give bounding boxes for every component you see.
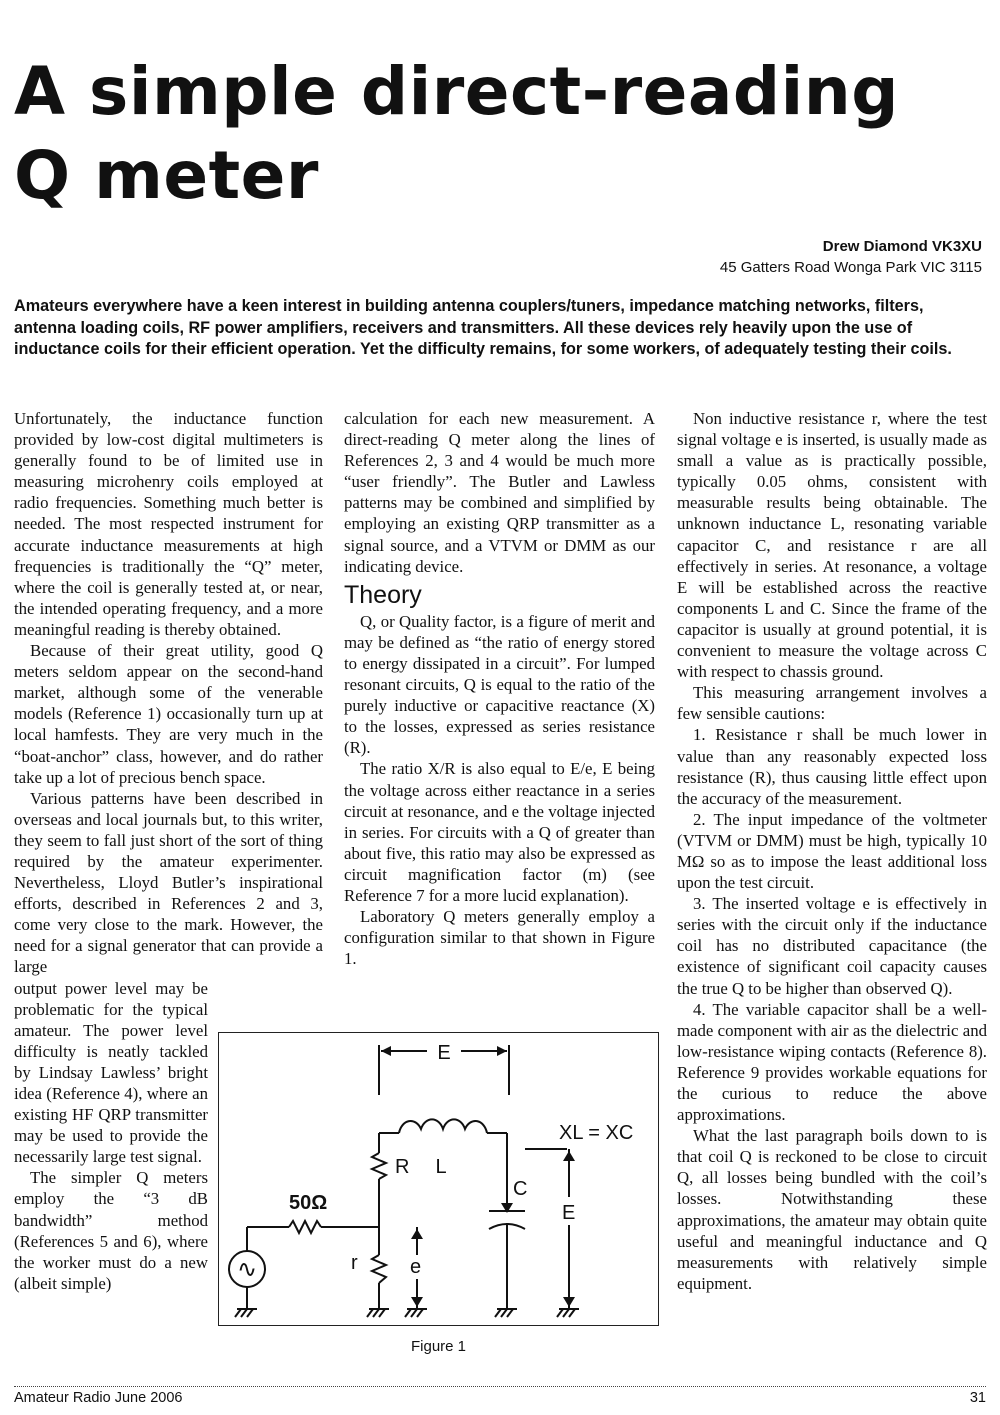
byline (720, 236, 982, 278)
ac-source-icon: ∿ (236, 1256, 258, 1283)
label-R: R (395, 1156, 410, 1178)
title-line-1: A simple direct-reading (14, 53, 900, 130)
footer-publication: Amateur Radio June 2006 (14, 1390, 183, 1406)
intro-paragraph: Amateurs everywhere have a keen interest in building antenna couplers/tuners, impedance matching networks, filters, antenna loading coils, RF power amplifiers, receivers and transmitters. All these devices rely heavily upon the use of inductance coils for their efficient operation. Yet the difficulty remains, for some workers, of adequately testing their coils. (14, 297, 952, 358)
col1-paragraph-4: The simpler Q meters employ the “3 dB bandwidth” method (References 5 and 6), where the worker must do a new (albeit simple) (14, 1168, 208, 1293)
article-title (14, 50, 984, 218)
col1-paragraph-2: Because of their great utility, good Q meters seldom appear on the second-hand market, although some of the venerable models (Reference 1) occasionally turn up at local hamfests. They are very much in the “boat-anchor” class, however, and do rather take up a lot of precious bench space. (14, 641, 323, 787)
label-50-ohm: 50Ω (289, 1192, 328, 1214)
section-heading-theory: Theory (344, 580, 422, 609)
col3-paragraph-7: What the last paragraph boils down to is that coil Q is reckoned to be close to circuit Q, all losses being bundled with the coil’s losses. Notwithstanding these approximations, the amateur may obtain quite useful and meaningful inductance and Q measurements with relatively simple equipment. (677, 1126, 987, 1293)
col3-paragraph-4: 2. The input impedance of the voltmeter (VTVM or DMM) must be high, typically 10 MΩ so as to impose the least additional loss upon the test circuit. (677, 809, 987, 893)
figure-caption: Figure 1 (410, 1338, 467, 1355)
figure-1-circuit-diagram (218, 1032, 659, 1326)
col2-paragraph-4: Laboratory Q meters generally employ a configuration similar to that shown in Figure 1. (344, 907, 655, 969)
author-address: 45 Gatters Road Wonga Park VIC 3115 (719, 259, 982, 276)
circuit-schematic (219, 1033, 660, 1327)
label-xl-equals-xc: XL = XC (559, 1122, 634, 1144)
col3-paragraph-6: 4. The variable capacitor shall be a well-made component with air as the dielectric and low-resistance wiping contacts (Reference 8). Reference 9 provides workable equations for the curious to reduce the above approximations. (677, 999, 987, 1125)
col3-paragraph-5: 3. The inserted voltage e is effectively in series with the circuit only if the inductance coil has no distributed capacitance (the existence of significant coil capacity causes the true Q to be higher than observed Q). (677, 894, 987, 998)
col3-paragraph-3: 1. Resistance r shall be much lower in value than any reasonably expected loss resistance (R), thus causing little effect upon the accuracy of the measurement. (677, 725, 987, 808)
col3-paragraph-1: Non inductive resistance r, where the test signal voltage e is inserted, is usually made as small a value as is practically possible, typically 0.05 ohms, consistent with measurable results being obtainable. The unknown inductance L, resonating variable capacitor C, and resistance r are all effectively in series. At resonance, a voltage E will be established across the reactive components L and C. Since the frame of the capacitor is usually at ground potential, it is convenient to measure the voltage across C with respect to chassis ground. (677, 409, 987, 682)
column-2 (344, 408, 655, 969)
col2-paragraph-2: Q, or Quality factor, is a figure of merit and may be defined as “the ratio of energy stored to energy dissipated in a circuit”. For lumped resonant circuits, Q is equal to the ratio of the purely inductive or capacitive reactance (X) to the losses, expressed as series resistance (R). (344, 611, 655, 758)
title-line-2: Q meter (14, 137, 319, 214)
label-E-side: E (562, 1202, 576, 1224)
label-E-top: E (437, 1042, 451, 1064)
col1-paragraph-3-cont: output power level may be problematic for the typical amateur. The power level difficulty is neatly tackled by Lindsay Lawless’ bright idea (Reference 4), where an existing HF QRP transmitter may be used to provide the necessarily large test signal. (14, 978, 208, 1167)
label-r: r (351, 1252, 358, 1274)
col3-paragraph-2: This measuring arrangement involves a few sensible cautions: (677, 683, 987, 724)
footer-divider (14, 1386, 986, 1387)
label-e: e (410, 1256, 422, 1278)
author-name: Drew Diamond VK3XU (822, 238, 982, 255)
column-3 (677, 408, 987, 1294)
col2-paragraph-3: The ratio X/R is also equal to E/e, E being the voltage across either reactance in a series circuit at resonance, and e the voltage injected in series. For circuits with a Q of greater than about five, this ratio may also be expressed as circuit magnification factor (m) (see Reference 7 for a more lucid explanation). (344, 759, 655, 905)
col2-paragraph-1: calculation for each new measurement. A direct-reading Q meter along the lines of References 2, 3 and 4 would be much more “user friendly”. The Butler and Lawless patterns may be combined and simplified by employing an existing QRP transmitter as a signal source, and a VTVM or DMM as our indicating device. (344, 409, 655, 576)
label-L: L (435, 1156, 447, 1178)
footer-page-number: 31 (969, 1390, 986, 1406)
col1-paragraph-1: Unfortunately, the inductance function provided by low-cost digital multimeters is generally found to be of limited use in measuring microhenry coils employed at radio frequencies. Something much better is needed. The most respected instrument for accurate inductance measurements at high frequencies is traditionally the “Q” meter, where the coil is generally tested at, or near, the intended operating frequency, and a more meaningful reading is thereby obtained. (14, 409, 323, 639)
col1-paragraph-3: Various patterns have been described in overseas and local journals but, to this writer, they seem to fall just short of the sort of thing required by the amateur experimenter. Nevertheless, Lloyd Butler’s inspirational efforts, described in References 2 and 3, come very close to the mark. However, the need for a signal generator that can provide a large (14, 788, 323, 977)
label-C: C (513, 1178, 528, 1200)
